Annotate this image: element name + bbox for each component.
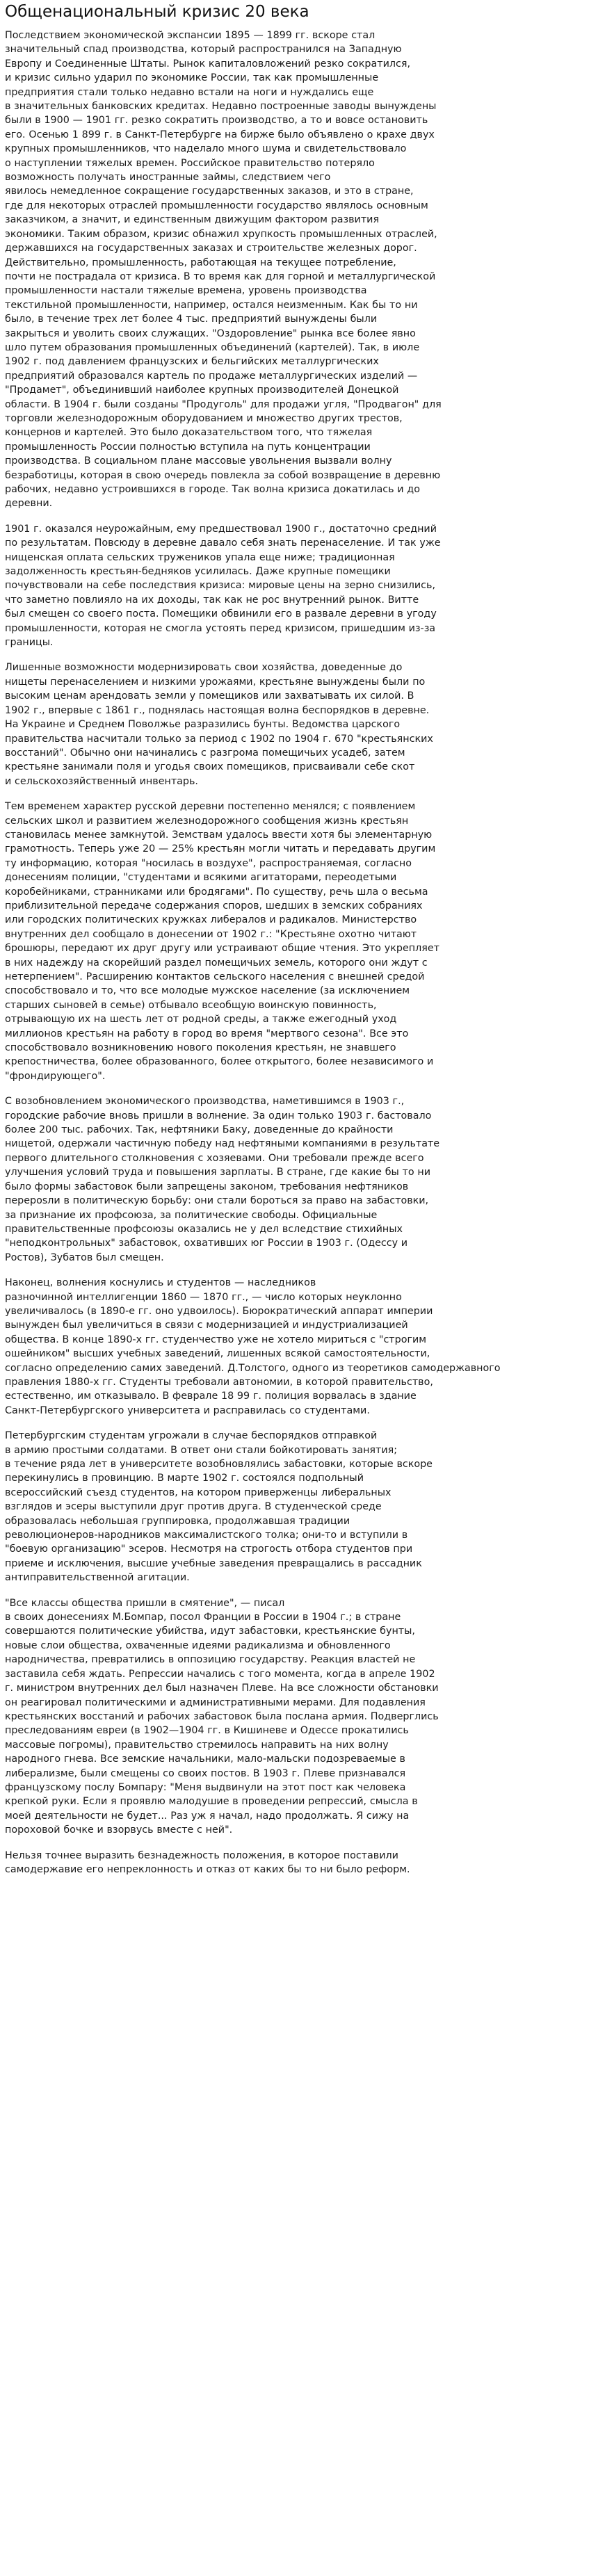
article-title: Общенациональный кризис 20 века — [5, 3, 309, 21]
paragraph-peasant-unrest: Лишенные возможности модернизировать свои хозяйства, доведенные до нищеты перенаселением и низкими урожаями, крестьяне вынуждены были по высоким ценам арендовать земли у помещиков или захватывать их силой. В 1902 г., впервые с 1861 г., поднялась настоящая волна беспорядков в деревне. На Украине и Среднем Поволжье разразились бунты. Ведомства царского правительства насчитали только за период с 1902 по 1904 г. 670 "крестьянских восстаний". Обычно они начинались с разгрома помещичьих усадеб, затем крестьяне занимали поля и угодья своих помещиков, присваивали себе скот и сельскохозяйственный инвентарь. — [5, 662, 433, 787]
paragraph-conclusion: Нельзя точнее выразить безнадежность положения, в которое поставили самодержавие его непреклонность и отказ от каких бы то ни было реформ. — [5, 1849, 410, 1875]
paragraph-village-changes: Тем временем характер русской деревни постепенно менялся; с появлением сельских школ и развитием железнодорожного сообщения жизнь крестьян становилась менее замкнутой. Земствам удалось ввести хотя бы элементарную грамотность. Теперь уже 20 — 25% крестьян могли читать и передавать другим ту информацию, которая "носилась в воздухе", распространяемая, согласно донесениям полиции, "студентами и всякими агитаторами, переодетыми коробейниками, странниками или бродягами". По существу, речь шла о весьма приблизительной передаче содержания споров, шедших в земских собраниях или городских политических кружках либералов и радикалов. Министерство внутренних дел сообщало в донесении от 1902 г.: "Крестьяне охотно читают брошюры, передают их друг другу или устраивают общие чтения. Это укрепляет в них надежду на скорейший раздел помещичьих земель, которого они ждут с нетерпением". Расширению контактов сельского населения с внешней средой способствовало и то, что все молодые мужское население (за исключением старших сыновей в семье) отбывало всеобщую воинскую повинность, отрывающую их на шесть лет от родной среды, а также ежегодный уход миллионов крестьян на работу в город во время "мертвого сезона". Все это способствовало возникновению нового поколения крестьян, не знавшего крепостничества, более образованного, более открытого, более независимого и "фрондирующего". — [5, 801, 439, 1082]
paragraph-poor-harvest: 1901 г. оказался неурожайным, ему предшествовал 1900 г., достаточно средний по результатам. Повсюду в деревне давало себя знать перенаселение. И так уже нищенская оплата сельских тружеников упала еще ниже; традиционная задолженность крестьян-бедняков усилилась. Даже крупные помещики почувствовали на себе последствия кризиса: мировые цены на зерно снизились, что заметно повлияло на их доходы, так как не рос внутренний рынок. Витте был смещен со своего поста. Помещики обвинили его в развале деревни в угоду промышленности, которая не смогла устоять перед кризисом, пришедшим из-за границы. — [5, 523, 441, 649]
paragraph-economic-crisis: Последствием экономической экспансии 1895 — 1899 гг. вскоре стал значительный спад производства, который распространился на Западную Европу и Соединенные Штаты. Рынок капиталовложений резко сократился, и кризис сильно ударил по экономике России, так как промышленные предприятия стали только недавно встали на ноги и нуждались еще в значительных банковских кредитах. Недавно построенные заводы вынуждены были в 1900 — 1901 гг. резко сократить производство, а то и вовсе остановить его. Осенью 1 899 г. в Санкт-Петербурге на бирже было объявлено о крахе двух крупных промышленников, что наделало много шума и свидетельствовало о наступлении тяжелых времен. Российское правительство потеряло возможность получать иностранные займы, следствием чего явилось немедленное сокращение государственных заказов, и это в стране, где для некоторых отраслей промышленности государство являлось основным заказчиком, а значит, и единственным движущим фактором развития экономики. Таким образом, кризис обнажил хрупкость промышленных отраслей, державшихся на государственных заказах и строительстве железных дорог. Действительно, промышленность, работающая на текущее потребление, почти не пострадала от кризиса. В то время как для горной и металлургической промышленности настали тяжелые времена, уровень производства текстильной промышленности, например, остался неизменным. Как бы то ни было, в течение трех лет более 4 тыс. предприятий вынуждены были закрыться и уволить своих служащих. "Оздоровление" рынка все более явно шло путем образования промышленных объединений (картелей). Так, в июле 1902 г. под давлением французских и бельгийских металлургических предприятий образовался картель по продаже металлургических изделий — "Продамет", объединивший наиболее крупных производителей Донецкой области. В 1904 г. были созданы "Продуголь" для продажи угля, "Продвагон" для торговли железнодорожным оборудованием и множество других трестов, концернов и картелей. Это было доказательством того, что тяжелая промышленность России полностью вступила на путь концентрации производства. В социальном плане массовые увольнения вызвали волну безработицы, которая в свою очередь повлекла за собой возвращение в деревню рабочих, недавно устроившихся в городе. Так волна кризиса докатилась и до деревни. — [5, 30, 442, 510]
paragraph-student-unrest: Наконец, волнения коснулись и студентов — наследников разночинной интеллигенции 1860 — 1870 гг., — число которых неуклонно увеличивалось (в 1890-е гг. оно удвоилось). Бюрократический аппарат империи вынужден был увеличиться в связи с модернизацией и индустриализацией общества. В конце 1890-х гг. студенчество уже не хотело мириться с "строгим ошейником" высших учебных заведений, лишенных всякой самостоятельности, согласно определению самих заведений. Д.Толстого, одного из теоретиков самодержавного правления 1880-х гг. Студенты требовали автономии, в которой правительство, естественно, им отказывало. В феврале 18 99 г. полиция ворвалась в здание Санкт-Петербургского университета и расправилась со студентами. — [5, 1277, 501, 1416]
paragraph-worker-strikes: С возобновлением экономического производства, наметившимся в 1903 г., городские рабочие вновь пришли в волнение. За один только 1903 г. бастовало более 200 тыс. рабочих. Так, нефтяники Баку, доведенные до крайности нищетой, одержали частичную победу над нефтяными компаниями в результате первого длительного столкновения с хозяевами. Они требовали прежде всего улучшения условий труда и повышения зарплаты. В стране, где какие бы то ни было формы забастовок были запрещены законом, требования нефтяников перерosли в политическую борьбу: они стали бороться за право на забастовки, за признание их профсоюза, за политические свободы. Официальные правительственные профсоюзы оказались не у дел вследствие стихийных "неподконтрольных" забастовок, охвативших юг России в 1903 г. (Одессу и Ростов), Зубатов был смещен. — [5, 1096, 440, 1263]
article — [0, 1, 589, 1877]
paragraph-repressions: "Все классы общества пришли в смятение", — писал в своих донесениях М.Бомпар, посол Франции в России в 1904 г.; в стране совершаются политические убийства, идут забастовки, крестьянские бунты, новые слои общества, охваченные идеями радикализма и обновленного народничества, превратились в оппозицию государству. Реакция властей не заставила себя ждать. Репрессии начались с того момента, когда в апреле 1902 г. министром внутренних дел был назначен Плеве. На все сложности обстановки он реагировал политическими и административными мерами. Для подавления крестьянских восстаний и рабочих забастовок была послана армия. Подверглись преследованиям евреи (в 1902—1904 гг. в Кишиневе и Одессе прокатились массовые погромы), правительство стремилось направить на них волну народного гнева. Все земские начальники, мало-мальски подозреваемые в либерализме, были смещены со своих постов. В 1903 г. Плеве признавался французскому послу Бомпару: "Меня выдвинули на этот пост как человека крепкой руки. Если я проявлю малодушие в проведении репрессий, смысла в моей деятельности не будет... Раз уж я начал, надо продолжать. Я сижу на пороховой бочке и взорвусь вместе с ней". — [5, 1597, 439, 1836]
paragraph-student-boycott: Петербургским студентам угрожали в случае беспорядков отправкой в армию простыми солдатами. В ответ они стали бойкотировать занятия; в течение ряда лет в университете возобновлялись забастовки, которые вскоре перекинулись в провинцию. В марте 1902 г. состоялся подпольный всероссийский съезд студентов, на котором приверженцы либеральных взглядов и эсеры выступили друг против друга. В студенческой среде образовалась небольшая группировка, продолжавшая традиции революционеров-народников максималистского толка; они-то и вступили в "боевую организацию" эсеров. Несмотря на строгость отбора студентов при приеме и исключения, высшие учебные заведения превращались в рассадник антиправительственной агитации. — [5, 1430, 433, 1584]
